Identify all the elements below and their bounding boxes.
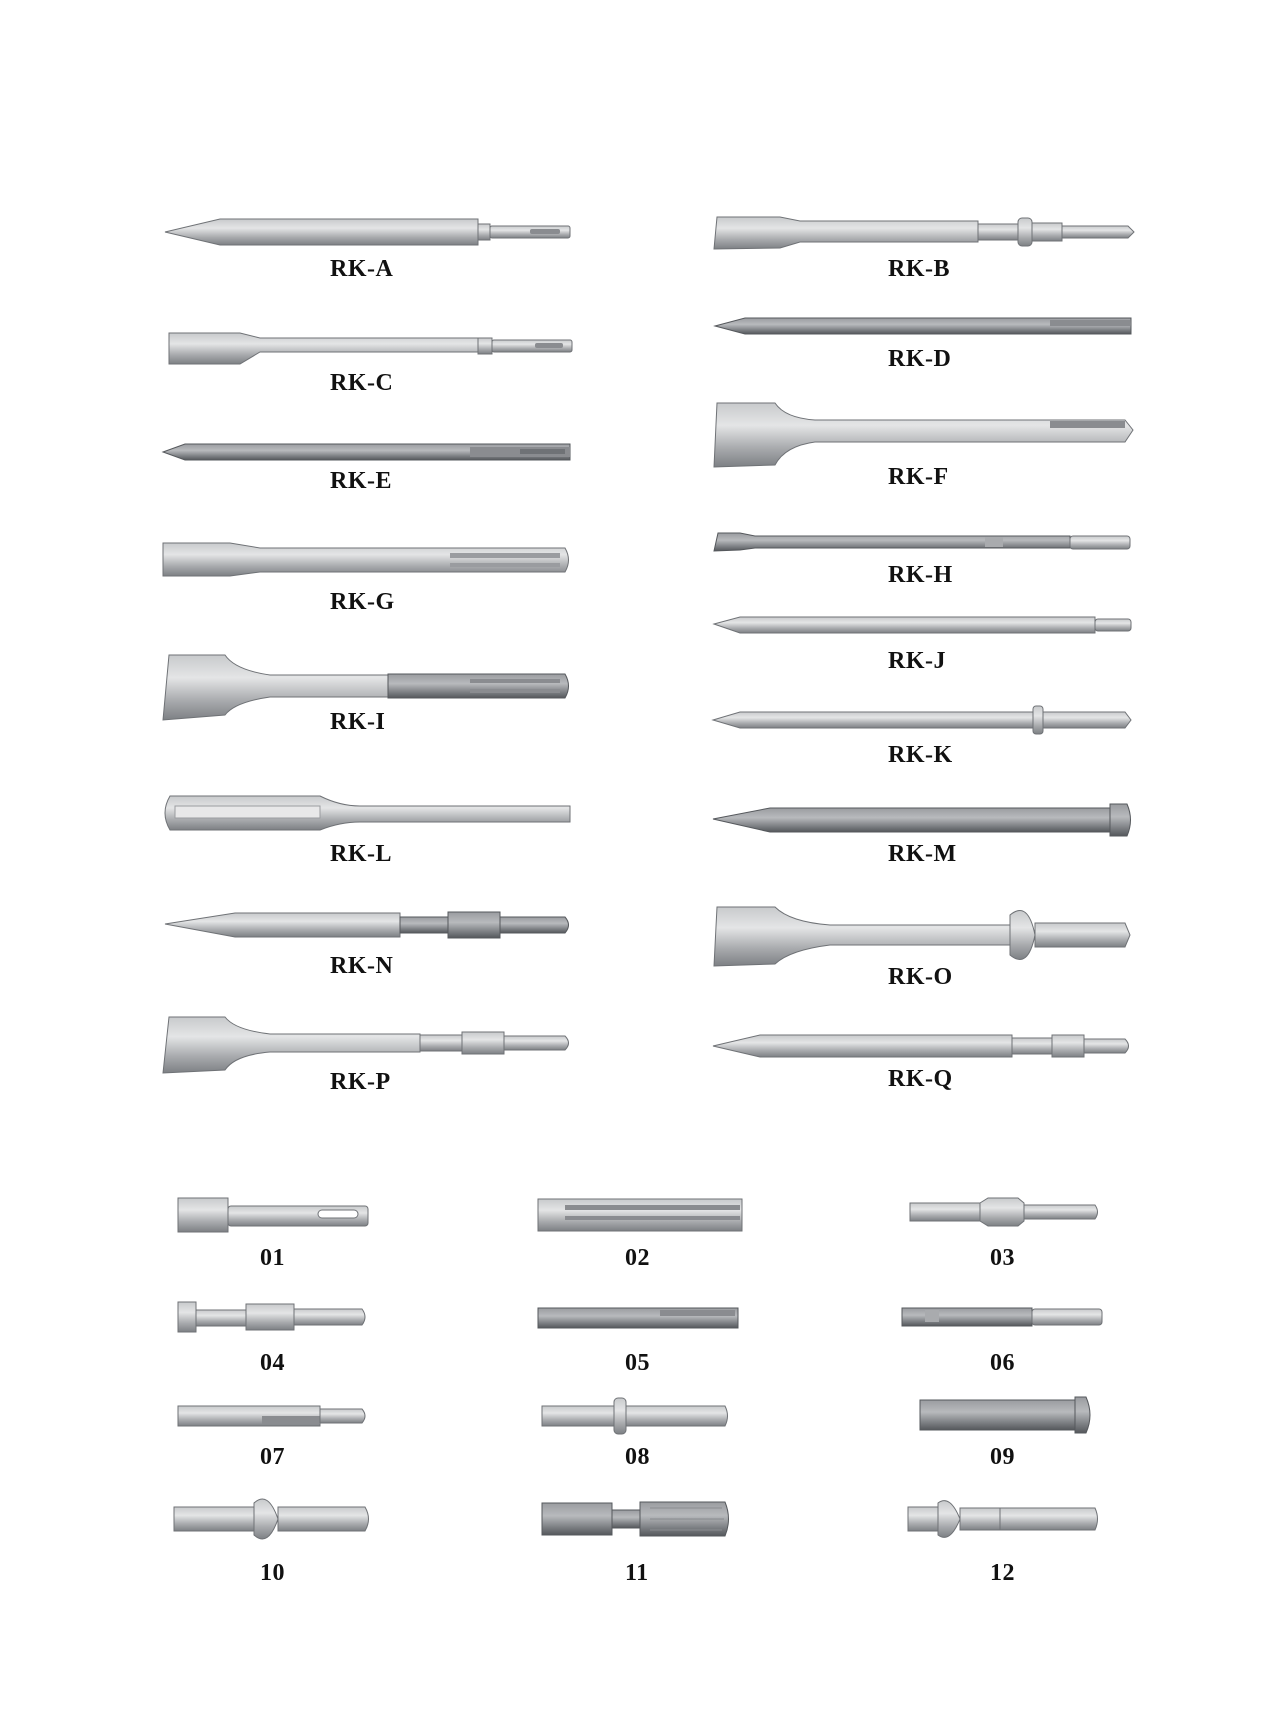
label-rk-n: RK-N <box>330 953 394 979</box>
label-shank-05: 05 <box>625 1350 650 1376</box>
label-shank-12: 12 <box>990 1560 1015 1586</box>
label-shank-06: 06 <box>990 1350 1015 1376</box>
label-rk-j: RK-J <box>888 648 946 674</box>
label-rk-l: RK-L <box>330 841 392 867</box>
label-shank-08: 08 <box>625 1444 650 1470</box>
label-shank-02: 02 <box>625 1245 650 1271</box>
label-rk-o: RK-O <box>888 964 953 990</box>
label-shank-09: 09 <box>990 1444 1015 1470</box>
label-rk-g: RK-G <box>330 589 395 615</box>
label-shank-10: 10 <box>260 1560 285 1586</box>
label-shank-04: 04 <box>260 1350 285 1376</box>
label-shank-07: 07 <box>260 1444 285 1470</box>
label-shank-11: 11 <box>625 1560 649 1586</box>
label-rk-a: RK-A <box>330 256 394 282</box>
label-rk-h: RK-H <box>888 562 953 588</box>
label-rk-p: RK-P <box>330 1069 391 1095</box>
label-rk-f: RK-F <box>888 464 949 490</box>
label-rk-m: RK-M <box>888 841 957 867</box>
label-rk-b: RK-B <box>888 256 950 282</box>
label-rk-c: RK-C <box>330 370 394 396</box>
label-rk-i: RK-I <box>330 709 386 735</box>
label-rk-k: RK-K <box>888 742 953 768</box>
label-rk-q: RK-Q <box>888 1066 953 1092</box>
label-rk-e: RK-E <box>330 468 392 494</box>
label-rk-d: RK-D <box>888 346 952 372</box>
label-shank-01: 01 <box>260 1245 285 1271</box>
label-shank-03: 03 <box>990 1245 1015 1271</box>
